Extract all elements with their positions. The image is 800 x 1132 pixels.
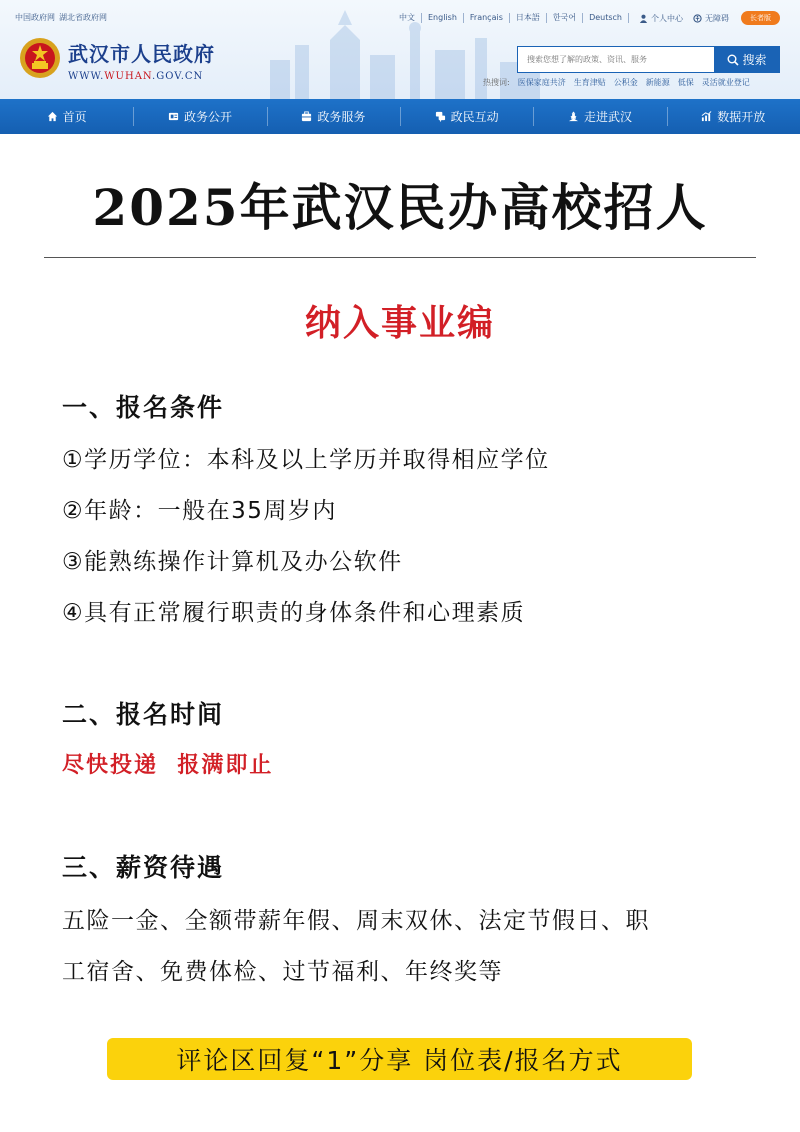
poster-title: 2025年武汉民办高校招人 (92, 178, 708, 237)
cta-banner: 评论区回复“1”分享 岗位表/报名方式 (107, 1038, 692, 1080)
nav-item-home[interactable] (0, 99, 133, 134)
site-header (0, 0, 800, 99)
nav-item-label: 数据开放 (717, 110, 766, 124)
title-divider (44, 257, 756, 258)
site-logo[interactable] (68, 38, 215, 82)
accessibility-label: 无障碍 (705, 13, 729, 23)
user-center-link[interactable] (639, 13, 683, 24)
chat-icon (435, 111, 446, 122)
nav-item-interaction[interactable] (400, 99, 533, 134)
nav-item-visit-wuhan[interactable] (533, 99, 666, 134)
search-input[interactable] (517, 46, 714, 73)
search-icon (727, 54, 739, 66)
search-button[interactable] (714, 46, 780, 73)
main-nav (0, 99, 800, 134)
requirement-item: ①学历学位：本科及以上学历并取得相应学位 (62, 447, 550, 473)
hotwords-label: 热搜词: (483, 78, 510, 87)
section-requirements-heading: 一、报名条件 (62, 393, 225, 422)
lang-japanese[interactable]: 日本語 (510, 13, 547, 23)
home-icon (47, 111, 58, 122)
nav-item-label: 首页 (62, 110, 87, 124)
hotword-link[interactable]: 低保 (677, 78, 694, 87)
hotword-link[interactable]: 新能源 (645, 78, 670, 87)
lang-korean[interactable]: 한국어 (547, 13, 583, 23)
briefcase-icon (301, 111, 312, 122)
link-hubei-gov[interactable]: 湖北省政府网 (59, 13, 107, 22)
user-center-label: 个人中心 (651, 13, 683, 23)
national-emblem-icon (19, 36, 61, 80)
elder-mode-button[interactable]: 长者版 (741, 11, 780, 25)
requirement-item: ④具有正常履行职责的身体条件和心理素质 (62, 600, 526, 626)
nav-item-open-data[interactable] (667, 99, 800, 134)
salary-benefits-line: 工宿舍、免费体检、过节福利、年终奖等 (62, 959, 503, 985)
link-central-gov[interactable]: 中国政府网 (15, 13, 55, 22)
landmark-icon (568, 111, 579, 122)
accessibility-link[interactable] (693, 13, 729, 24)
application-time-text: 尽快投递 报满即止 (62, 753, 274, 778)
language-bar (393, 11, 780, 25)
accessibility-icon (693, 14, 702, 23)
hotword-link[interactable]: 生育津贴 (573, 78, 606, 87)
nav-item-gov-affairs-open[interactable] (133, 99, 266, 134)
search-bar (517, 46, 780, 73)
salary-benefits-line: 五险一金、全额带薪年假、周末双休、法定节假日、职 (62, 908, 650, 934)
lang-french[interactable]: Français (464, 13, 510, 23)
nav-item-label: 政务服务 (317, 110, 366, 124)
requirement-item: ②年龄：一般在35周岁内 (62, 498, 337, 524)
chart-icon (701, 111, 712, 122)
section-time-heading: 二、报名时间 (62, 700, 225, 729)
user-icon (639, 14, 648, 23)
hotword-link[interactable]: 公积金 (613, 78, 638, 87)
hotword-link[interactable]: 医保家庭共济 (517, 78, 566, 87)
nav-item-gov-services[interactable] (267, 99, 400, 134)
lang-english[interactable]: English (422, 13, 464, 23)
nav-item-label: 走进武汉 (583, 110, 632, 124)
lang-german[interactable]: Deutsch (583, 13, 629, 23)
logo-domain: WWW.WUHAN.GOV.CN (68, 71, 204, 82)
document-icon (168, 111, 179, 122)
hot-search-words (483, 77, 750, 88)
hotword-link[interactable]: 灵活就业登记 (701, 78, 750, 87)
nav-item-label: 政务公开 (183, 110, 232, 124)
requirement-item: ③能熟练操作计算机及办公软件 (62, 549, 403, 575)
site-links (15, 12, 107, 23)
lang-chinese[interactable]: 中文 (393, 13, 422, 23)
nav-item-label: 政民互动 (450, 110, 499, 124)
section-salary-heading: 三、薪资待遇 (62, 853, 225, 882)
search-button-label: 搜索 (742, 53, 767, 67)
logo-chinese-name: 武汉市人民政府 (68, 42, 215, 66)
poster-subtitle: 纳入事业编 (304, 303, 495, 344)
